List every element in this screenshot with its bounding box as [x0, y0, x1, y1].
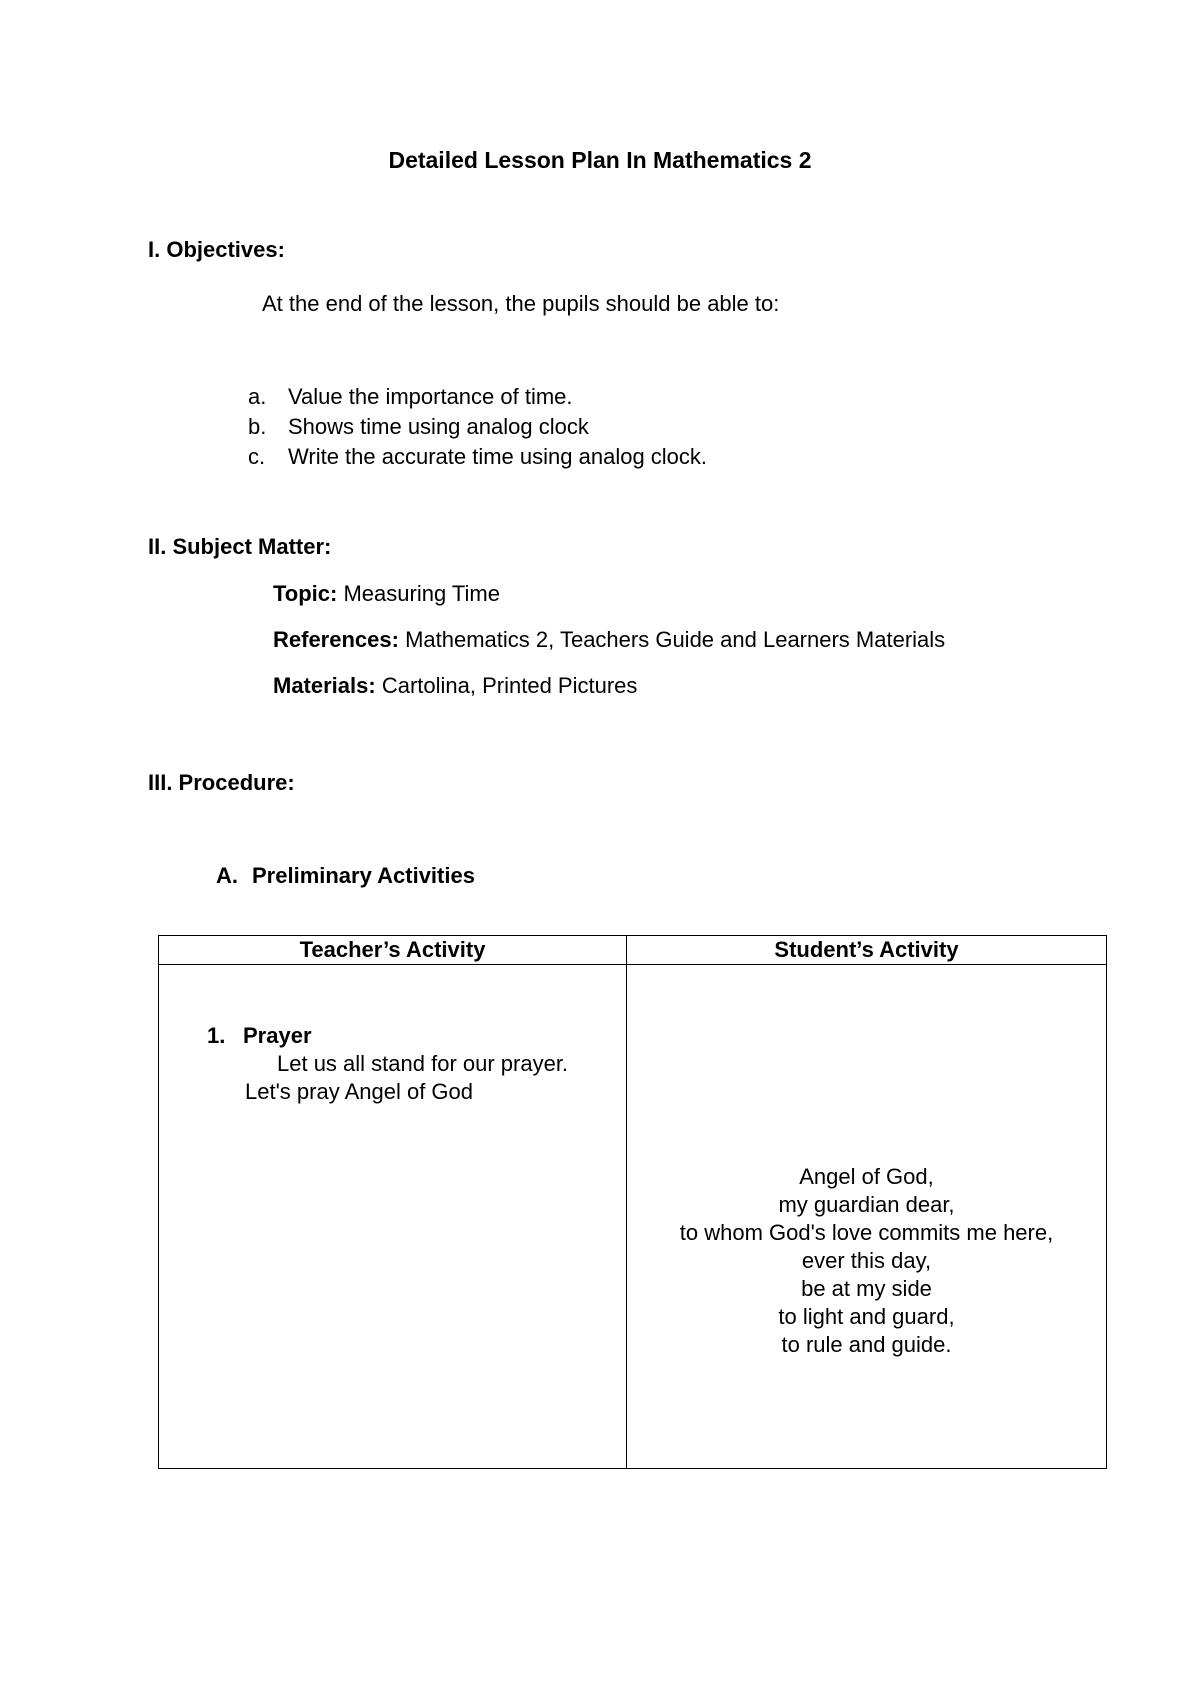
prayer-poem [627, 1163, 1106, 1359]
teacher-activity-cell [159, 964, 627, 1468]
teacher-instruction: Let us all stand for our prayer. [277, 1050, 569, 1076]
activity-table [158, 935, 1107, 1469]
poem-line: to whom God's love commits me here, [679, 1219, 1054, 1245]
objective-text: Write the accurate time using analog clock. [288, 444, 708, 469]
teacher-instruction: Let's pray Angel of God [245, 1078, 474, 1104]
table-row [159, 964, 1107, 1468]
prayer-item-heading [207, 1022, 312, 1050]
poem-line: to light and guard, [778, 1303, 955, 1329]
references-line [273, 626, 945, 654]
references-value: Mathematics 2, Teachers Guide and Learners Materials [405, 627, 946, 652]
objective-text: Value the importance of time. [288, 384, 573, 409]
student-activity-header: Student’s Activity [627, 936, 1107, 965]
item-title: Prayer [243, 1022, 312, 1048]
materials-value: Cartolina, Printed Pictures [381, 673, 638, 698]
references-label: References: [273, 627, 399, 652]
objective-marker: c. [248, 444, 266, 469]
objective-item [248, 443, 707, 473]
objective-text: Shows time using analog clock [288, 414, 589, 439]
section-marker: A. [216, 863, 238, 888]
preliminary-activities-heading [216, 862, 475, 890]
topic-line [273, 580, 500, 608]
teacher-activity-header: Teacher’s Activity [159, 936, 627, 965]
topic-value: Measuring Time [343, 581, 500, 606]
poem-line: ever this day, [801, 1247, 932, 1273]
document-title: Detailed Lesson Plan In Mathematics 2 [388, 147, 812, 173]
objectives-intro: At the end of the lesson, the pupils should be able to: [262, 291, 780, 316]
section-title: Preliminary Activities [252, 863, 475, 888]
topic-label: Topic: [273, 581, 338, 606]
objectives-heading: I. Objectives: [148, 237, 285, 262]
poem-line: my guardian dear, [778, 1191, 955, 1217]
objective-marker: b. [248, 414, 267, 439]
poem-line: Angel of God, [799, 1163, 934, 1189]
objective-item [248, 413, 707, 443]
subject-matter-heading: II. Subject Matter: [148, 534, 332, 559]
poem-line: to rule and guide. [781, 1331, 952, 1357]
objective-item [248, 383, 707, 413]
poem-line: be at my side [801, 1275, 932, 1301]
item-marker: 1. [207, 1022, 226, 1048]
objective-marker: a. [248, 384, 267, 409]
student-activity-cell [627, 964, 1107, 1468]
materials-line [273, 672, 637, 700]
procedure-heading: III. Procedure: [148, 770, 295, 795]
table-header-row [159, 936, 1107, 965]
materials-label: Materials: [273, 673, 376, 698]
objectives-list [248, 383, 707, 473]
